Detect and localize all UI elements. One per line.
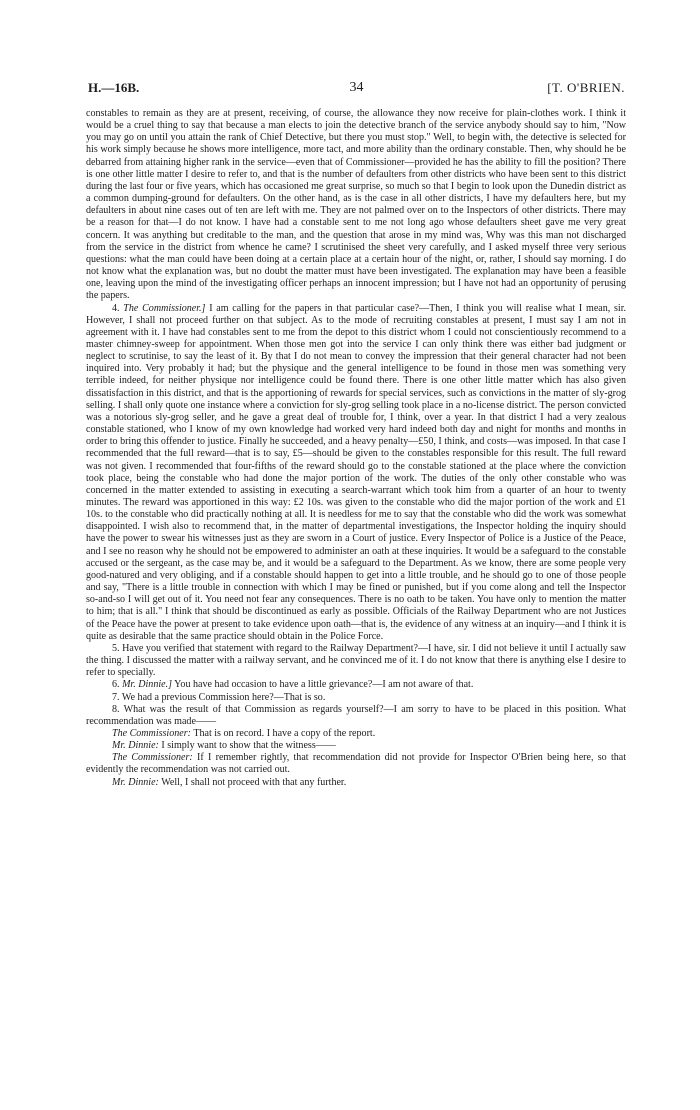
question-number: 6. bbox=[112, 679, 120, 691]
question-5: 5. Have you verified that statement with regard to the Railway Department?—I have, sir. I did not believe it until I actually saw the thing. I discussed the matter with a railway servant, and he convinced me of it. I do not know that there is anything else I desire to refer to specially. bbox=[86, 642, 627, 679]
statement-dinnie: Mr. Dinnie: I simply want to show that the witness—— bbox=[112, 740, 336, 752]
question-4: 4. The Commissioner.] I am calling for the papers in that particular case?—Then, I think you will realise what I mean, sir. However, I shall not proceed further on that subject. As to the mode of recruiting constables at present, I must say I am not in agreement with it. I have had constables sent to me from the depot to this district whom I could not conscientiously recommend to a master chimney-sweep for appointment. When those men got into the service I can only think there was either bad judgment or neglect to scrutinise, to say the least of it. By that I do not mean to convey the impression that their general character had not been inquired into. Very probably it had; but the physique and the general intelligence to be found in those men was something very terrible indeed, for neither physique nor intelligence could be found there. There is one other little matter which has also given dissatisfaction in this district, and that is the apportioning of rewards for special services, such as convictions in the matter of sly-grog selling. I shall only quote one instance where a conviction for sly-grog selling took place in a no-license district. The person convicted was a notorious sly-grog seller, and he gave a great deal of trouble for, I think, over a year. In that district I had a very zealous constable stationed, who I know of my own knowledge had worked very hard indeed both day and night for months and months in order to bring this offender to justice. Finally he succeeded, and a heavy penalty—£50, I think, and costs—was imposed. In that case I recommended that the full reward—that is to say, £5—should be given to the constables responsible for this result. The full reward was not given. I recommended that four-fifths of the reward should go to the constable stationed at the place where the conviction took place, being the constable who had done the major portion of the work. The duties of the only other constable who was concerned in the matter extended to assisting in executing a search-warrant which took him from a quarter of an hour to twenty minutes. The reward was apportioned in this way: £2 10s. was given to the constable who did the major portion of the work and £1 10s. to the constable who did practically nothing at all. It is needless for me to say that the constable who did the work was somewhat disappointed. I wish also to recommend that, in the matter of departmental investigations, the Inspector holding the inquiry should have the power to swear his witnesses just as they are sworn in a Court of justice. Every Inspector of Police is a Justice of the Peace, and I see no reason why he should not be empowered to administer an oath at these inquiries. It would be a safeguard to the constable accused or the sergeant, as the case may be, and it would be a safeguard to the Department. As we know, there are some people very good-natured and very obliging, and if a constable should happen to get into a little trouble, and he should go to one of those people and say, "There is a little trouble in connection with which I may be fined or punished, but if you come along and tell the Inspector so-and-so I will get out of it. You need not fear any consequences. There is no oath to be taken. You have only to mention the matter to him; that is all." I think that should be discontinued as early as possible. Officials of the Railway Department who are not Justices of the Peace have the power at present to take evidence upon oath—that is, the evidence of any witness at an inquiry—and I think it is quite as desirable that the same practice should obtain in the Police Force. bbox=[86, 302, 627, 642]
question-7: 7. We had a previous Commission here?—That is so. bbox=[112, 691, 326, 703]
question-number: 8. bbox=[112, 703, 120, 715]
statement-commissioner: The Commissioner: That is on record. I have a copy of the report. bbox=[112, 727, 376, 739]
speaker: Mr. Dinnie: bbox=[112, 740, 159, 752]
witness-name: [T. O'BRIEN. bbox=[547, 80, 625, 95]
speaker: Mr. Dinnie.] bbox=[122, 679, 173, 691]
question-8: 8. What was the result of that Commission as regards yourself?—I am sorry to have to be placed in this position. What recommendation was made—— bbox=[86, 703, 626, 727]
document-reference: H.—16B. bbox=[88, 80, 140, 95]
statement-dinnie: Mr. Dinnie: Well, I shall not proceed with that any further. bbox=[112, 776, 347, 788]
question-number: 7. bbox=[112, 691, 120, 703]
page-header bbox=[88, 80, 625, 102]
page-body bbox=[86, 108, 626, 789]
paragraph-1: constables to remain as they are at present, receiving, of course, the allowance they now receive for plain-clothes work. I think it would be a cruel thing to say that because a man elects to join the detective branch of the service anybody should say to him, "Now you may go on until you attain the rank of Chief Detective, but there you must stop." Well, to begin with, the detective is selected for his work simply because he shows more intelligence, more tact, and more ability than the ordinary constable. Then, why should he be debarred from attaining higher rank in the service—even that of Commissioner—provided he has the ability to fill the position? There is one other little matter I desire to refer to, and that is the number of defaulters from other districts who have been sent to this district during the last four or five years, which has occasioned me great surprise, so much so that I begin to look upon the Dunedin district as a common dumping-ground for defaulters. On the other hand, as is the case in all other districts, I have my defaulters here, but my defaulters in about nine cases out of ten are left with me. They are not palmed over on to the Inspectors of other districts. There may be a reason for that—I do not know. I have had a constable sent to me not long ago whose defaulters sheet gave me very great concern. It was anything but creditable to the man, and the question that arose in my mind was, Why was this man not discharged from the service in the district from whence he came? I scrutinised the sheet very carefully, and I asked myself three very serious questions: what the man could have been doing at a certain place at a certain hour of the night, or, rather, I should say morning. I do not know what the explanation was, but no doubt the matter must have been investigated. The explanation may have been a feasible one, leaving upon the mind of the investigating officer perhaps an innocent impression; but I have not had an opportunity of perusing the papers. bbox=[86, 108, 626, 302]
question-number: 5. bbox=[112, 642, 120, 654]
statement-commissioner: The Commissioner: If I remember rightly, that recommendation did not provide for Inspector O'Brien being here, so that evidently the recommendation was not carried out. bbox=[86, 752, 627, 776]
speaker: Mr. Dinnie: bbox=[112, 776, 159, 788]
speaker: The Commissioner: bbox=[112, 752, 193, 764]
speaker: The Commissioner.] bbox=[123, 302, 206, 314]
question-number: 4. bbox=[112, 302, 120, 314]
speaker: The Commissioner: bbox=[112, 727, 191, 739]
question-6: 6. Mr. Dinnie.] You have had occasion to have a little grievance?—I am not aware of that. bbox=[112, 679, 474, 691]
page-number: 34 bbox=[349, 80, 364, 95]
